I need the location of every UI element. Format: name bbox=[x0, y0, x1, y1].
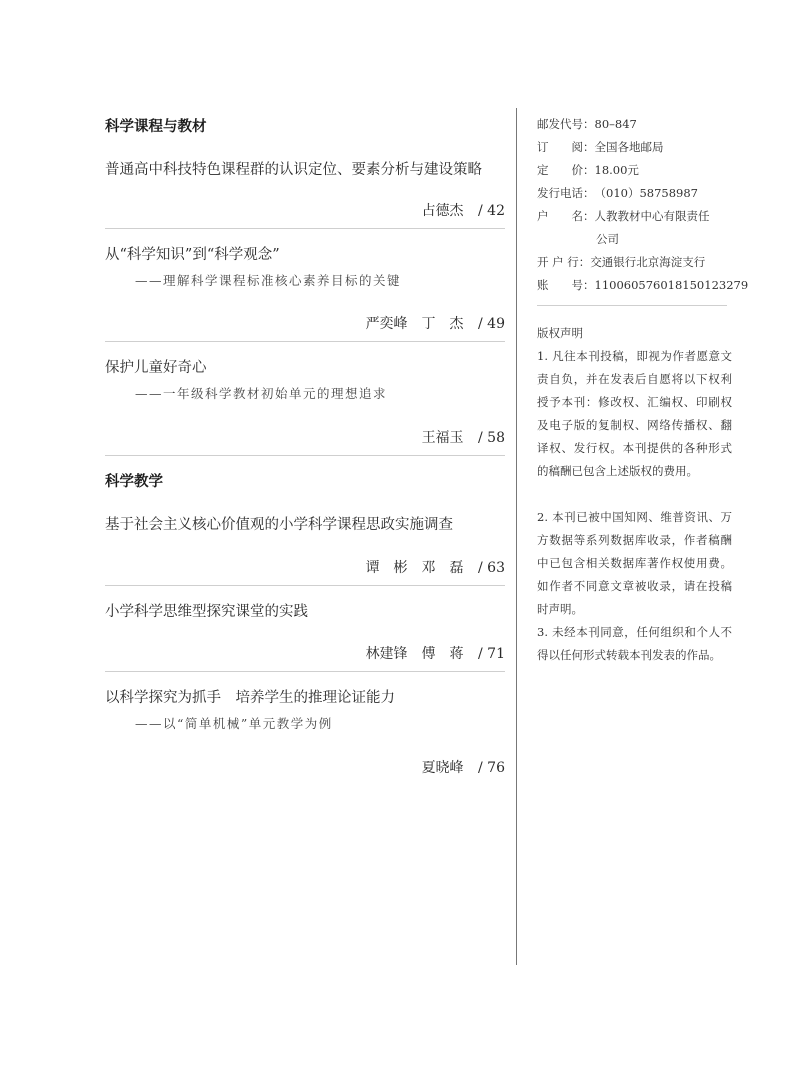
info-value-continued: 公司 bbox=[596, 232, 619, 246]
info-value: 18.00元 bbox=[594, 163, 639, 177]
article-author: 夏晓峰 bbox=[421, 760, 464, 776]
postal-code-row bbox=[537, 116, 637, 132]
info-value: 80–847 bbox=[594, 117, 637, 131]
article-byline bbox=[422, 757, 505, 777]
info-label: 订 阅： bbox=[537, 140, 595, 154]
column-divider bbox=[516, 108, 517, 965]
copyright-paragraph: 1. 凡往本刊投稿，即视为作者愿意文责自负，并在发表后自愿将以下权利授予本刊：修改权、汇编权、印刷权及电子版的复制权、网络传播权、翻译权、发行权。本刊提供的各种形式的稿酬已包含上述版权的费用。 bbox=[537, 349, 732, 478]
divider bbox=[105, 671, 505, 672]
article-author: 占德杰 bbox=[421, 203, 464, 219]
info-label: 开 户 行： bbox=[537, 255, 591, 269]
info-label: 邮发代号： bbox=[537, 117, 595, 131]
article-byline bbox=[366, 643, 505, 663]
article-author: 严奕峰 丁 杰 bbox=[365, 316, 464, 332]
section-title: 科学课程与教材 bbox=[105, 118, 207, 135]
divider bbox=[105, 228, 505, 229]
article-page: / 71 bbox=[478, 646, 505, 662]
article-author: 王福玉 bbox=[421, 430, 464, 446]
article-byline bbox=[422, 427, 505, 447]
article-title[interactable]: 基于社会主义核心价值观的小学科学课程思政实施调查 bbox=[105, 517, 453, 533]
info-value: 人教教材中心有限责任 bbox=[594, 209, 710, 223]
article-byline bbox=[366, 313, 505, 333]
price-row bbox=[537, 162, 639, 178]
article-byline bbox=[366, 557, 505, 577]
divider bbox=[105, 341, 505, 342]
phone-row bbox=[537, 185, 698, 201]
article-title[interactable]: 普通高中科技特色课程群的认识定位、要素分析与建设策略 bbox=[105, 162, 482, 178]
copyright-paragraph: 3. 未经本刊同意，任何组织和个人不得以任何形式转载本刊发表的作品。 bbox=[537, 625, 732, 662]
article-author: 谭 彬 邓 磊 bbox=[365, 560, 464, 576]
info-label: 定 价： bbox=[537, 163, 595, 177]
subscribe-row bbox=[537, 139, 664, 155]
divider bbox=[105, 585, 505, 586]
divider bbox=[537, 305, 727, 306]
info-label: 户 名： bbox=[537, 209, 595, 223]
article-page: / 76 bbox=[478, 760, 505, 776]
info-value: 110060576018150123279 bbox=[594, 278, 749, 292]
article-page: / 42 bbox=[478, 203, 505, 219]
copyright-title: 版权声明 bbox=[537, 326, 583, 340]
info-label: 账 号： bbox=[537, 278, 595, 292]
bank-row bbox=[537, 254, 705, 270]
divider bbox=[105, 455, 505, 456]
copyright-paragraph: 2. 本刊已被中国知网、维普资讯、万方数据等系列数据库收录，作者稿酬中已包含相关数据库著作权使用费。如作者不同意文章被收录，请在投稿时声明。 bbox=[537, 510, 732, 616]
account-name-row bbox=[537, 208, 710, 224]
article-title[interactable]: 从“科学知识”到“科学观念” bbox=[105, 247, 280, 263]
article-subtitle: ——一年级科学教材初始单元的理想追求 bbox=[135, 386, 388, 401]
article-subtitle: ——以“简单机械”单元教学为例 bbox=[135, 716, 333, 731]
article-page: / 58 bbox=[478, 430, 505, 446]
account-row bbox=[537, 277, 748, 293]
info-value: 交通银行北京海淀支行 bbox=[590, 255, 706, 269]
article-title[interactable]: 保护儿童好奇心 bbox=[105, 360, 207, 376]
info-label: 发行电话： bbox=[537, 186, 595, 200]
article-page: / 63 bbox=[478, 560, 505, 576]
article-subtitle: ——理解科学课程标准核心素养目标的关键 bbox=[135, 273, 402, 288]
article-author: 林建锋 傅 蒋 bbox=[365, 646, 464, 662]
info-value: （010）58758987 bbox=[594, 186, 698, 200]
article-title[interactable]: 小学科学思维型探究课堂的实践 bbox=[105, 604, 308, 620]
article-byline bbox=[422, 200, 505, 220]
article-page: / 49 bbox=[478, 316, 505, 332]
info-value: 全国各地邮局 bbox=[594, 140, 664, 154]
article-title[interactable]: 以科学探究为抓手 培养学生的推理论证能力 bbox=[105, 690, 395, 706]
section-title: 科学教学 bbox=[105, 473, 163, 490]
